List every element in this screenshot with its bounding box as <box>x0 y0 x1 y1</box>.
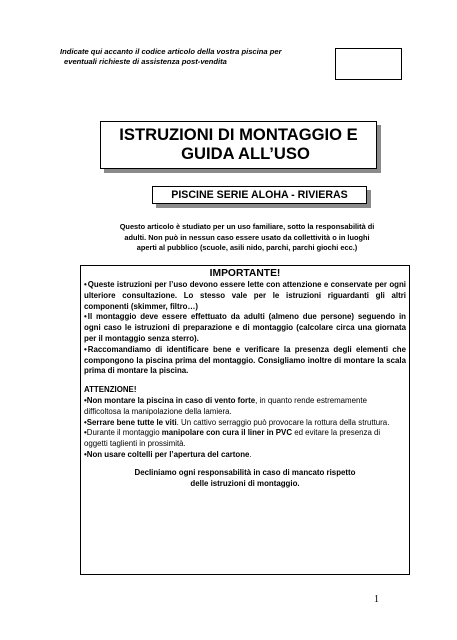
page-number: 1 <box>374 594 379 605</box>
article-code-box[interactable] <box>335 48 402 80</box>
title-line1: ISTRUZIONI DI MONTAGGIO E <box>119 125 358 144</box>
bullet-icon: • <box>84 449 87 459</box>
bullet-icon: • <box>84 428 87 438</box>
important-item-text: Il montaggio deve essere effettuato da adulti (almeno due persone) seguendo in ogni caso le istruzioni di preparazione e di montaggio (calcolare circa una giornata per il montaggio senza sterro). <box>84 312 406 343</box>
document-subtitle: PISCINE SERIE ALOHA - RIVIERAS <box>152 186 367 204</box>
bullet-icon: • <box>84 395 87 405</box>
attention-item-bold: manipolare con cura il liner in PVC <box>161 428 293 438</box>
attention-item-text: , in quanto rende estremamente difficoltosa la manipolazione della lamiera. <box>84 395 367 416</box>
important-item <box>84 312 406 344</box>
bullet-icon: • <box>84 417 87 427</box>
important-item-text: Queste istruzioni per l’uso devono essere lette con attenzione e conservate per ogni ulteriore consultazione. Lo stesso vale per le istruzioni riguardanti gli altri componenti (skimmer, filtro…) <box>84 280 406 311</box>
bullet-icon: • <box>84 344 87 354</box>
attention-item-text: ed evitare la presenza di oggetti taglienti in prossimità. <box>84 428 381 449</box>
article-code-note-line2: eventuali richieste di assistenza post-vendita <box>64 57 227 66</box>
title-line2: GUIDA ALL’USO <box>181 144 310 163</box>
attention-item <box>84 396 406 418</box>
attention-title: ATTENZIONE! <box>84 385 137 395</box>
attention-item-bold: Serrare bene tutte le viti <box>86 417 177 427</box>
disclaimer-line2: delle istruzioni di montaggio. <box>190 478 300 488</box>
bullet-icon: • <box>84 280 87 289</box>
attention-item-bold: Non montare la piscina in caso di vento forte <box>86 395 256 405</box>
disclaimer <box>84 468 406 490</box>
important-item <box>84 280 406 312</box>
attention-item-text: . <box>249 449 252 459</box>
attention-item-pre: Durante il montaggio <box>86 428 162 438</box>
attention-item <box>84 418 406 429</box>
intro-text <box>88 222 406 254</box>
attention-item <box>84 450 406 461</box>
intro-line2: adulti. Non può in nessun caso essere usato da collettività o in luoghi <box>124 232 370 242</box>
article-code-note <box>60 47 325 67</box>
attention-item-text: . Un cattivo serraggio può provocare la rottura della struttura. <box>176 417 390 427</box>
intro-line1: Questo articolo è studiato per un uso familiare, sotto la responsabilità di <box>119 222 375 231</box>
bullet-icon: • <box>84 312 87 322</box>
article-code-note-line1: Indicate qui accanto il codice articolo della vostra piscina per <box>60 47 282 56</box>
important-panel <box>80 265 410 575</box>
attention-item <box>84 428 406 450</box>
important-item <box>84 345 406 377</box>
document-title <box>100 121 377 169</box>
important-item-text: Raccomandiamo di identificare bene e verificare la presenza degli elementi che compongono la piscina prima del montaggio. Consigliamo inoltre di montare la scala prima di montare la piscina. <box>84 344 406 376</box>
attention-item-bold: Non usare coltelli per l’apertura del cartone <box>86 449 250 459</box>
important-title: IMPORTANTE! <box>209 268 281 279</box>
intro-line3: aperti al pubblico (scuole, asili nido, parchi, parchi giochi ecc.) <box>136 243 358 253</box>
disclaimer-line1: Decliniamo ogni responsabilità in caso di mancato rispetto <box>134 467 356 477</box>
